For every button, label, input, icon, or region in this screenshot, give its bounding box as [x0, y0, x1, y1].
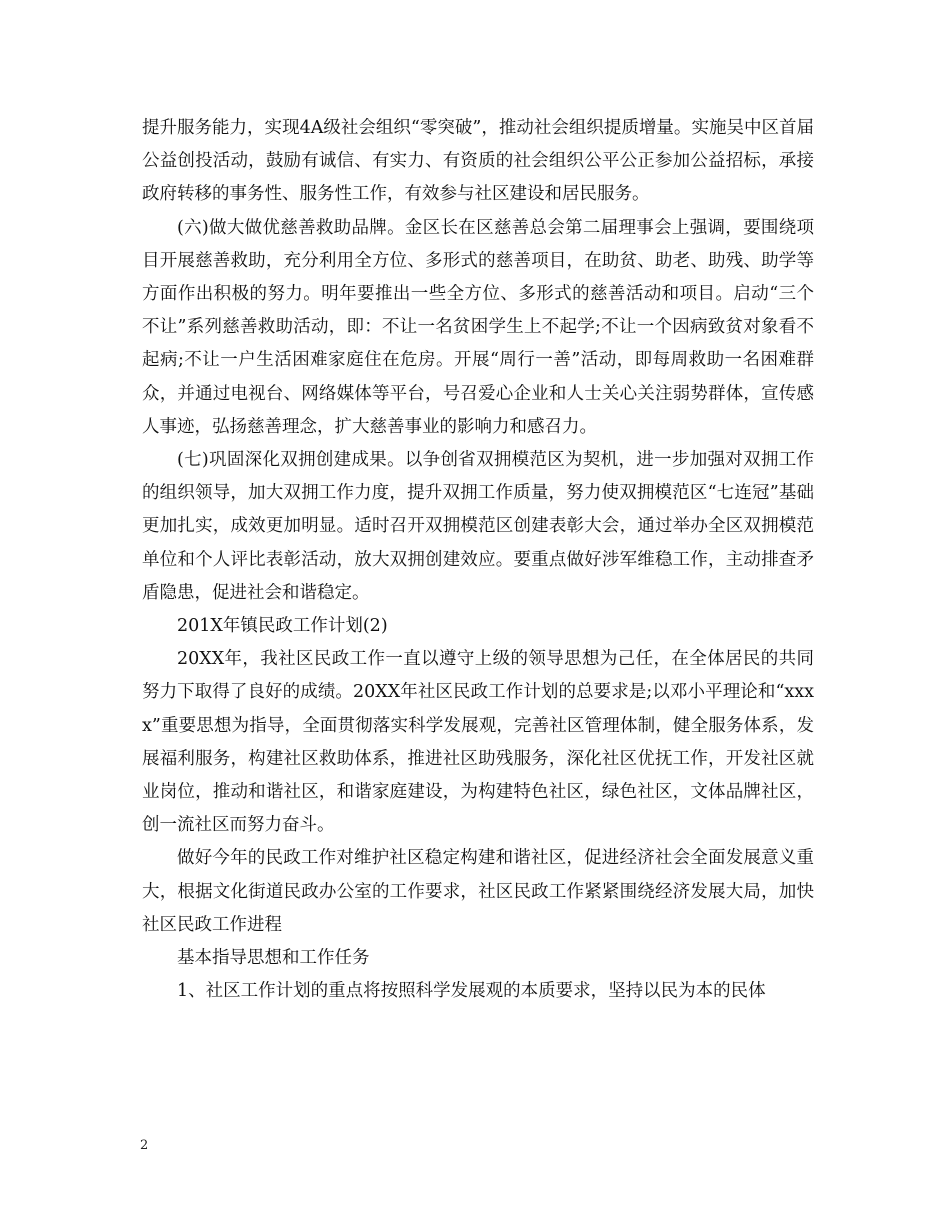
paragraph-3: (七)巩固深化双拥创建成果。以争创省双拥模范区为契机，进一步加强对双拥工作的组织领导，加大双拥工作力度，提升双拥工作质量，努力使双拥模范区“七连冠”基础更加扎实，成效更加明显。适时召开双拥模范区创建表彰大会，通过举办全区双拥模范单位和个人评比表彰活动，放大双拥创建效应。要重点做好涉军维稳工作，主动排查矛盾隐患，促进社会和谐稳定。: [142, 450, 814, 603]
document-body: [142, 112, 814, 1008]
paragraph-5: 做好今年的民政工作对维护社区稳定构建和谐社区，促进经济社会全面发展意义重大，根据文化街道民政办公室的工作要求，社区民政工作紧紧围绕经济发展大局，加快社区民政工作进程: [142, 848, 814, 935]
paragraph-1: 提升服务能力，实现4A级社会组织“零突破”，推动社会组织提质增量。实施吴中区首届公益创投活动，鼓励有诚信、有实力、有资质的社会组织公平公正参加公益招标，承接政府转移的事务性、服务性工作，有效参与社区建设和居民服务。: [142, 118, 814, 205]
subheading: 基本指导思想和工作任务: [177, 948, 370, 969]
paragraph-2: (六)做大做优慈善救助品牌。金区长在区慈善总会第二届理事会上强调，要围绕项目开展慈善救助，充分利用全方位、多形式的慈善项目，在助贫、助老、助残、助学等方面作出积极的努力。明年要推出一些全方位、多形式的慈善活动和项目。启动“三个不让”系列慈善救助活动，即：不让一名贫困学生上不起学;不让一个因病致贫对象看不起病;不让一户生活困难家庭住在危房。开展“周行一善”活动，即每周救助一名困难群众，并通过电视台、网络媒体等平台，号召爱心企业和人士关心关注弱势群体，宣传感人事迹，弘扬慈善理念，扩大慈善事业的影响力和感召力。: [142, 217, 814, 437]
paragraph-6: 1、社区工作计划的重点将按照科学发展观的本质要求，坚持以民为本的民体: [177, 981, 766, 1002]
page-number: 2: [140, 1138, 149, 1153]
section-heading: 201X年镇民政工作计划(2): [177, 616, 388, 637]
paragraph-4: 20XX年，我社区民政工作一直以遵守上级的领导思想为己任，在全体居民的共同努力下取得了良好的成绩。20XX年社区民政工作计划的总要求是;以邓小平理论和“xxxx”重要思想为指导，全面贯彻落实科学发展观，完善社区管理体制，健全服务体系，发展福利服务，构建社区救助体系，推进社区助残服务，深化社区优抚工作，开发社区就业岗位，推动和谐社区，和谐家庭建设，为构建特色社区，绿色社区，文体品牌社区，创一流社区而努力奋斗。: [142, 649, 814, 836]
